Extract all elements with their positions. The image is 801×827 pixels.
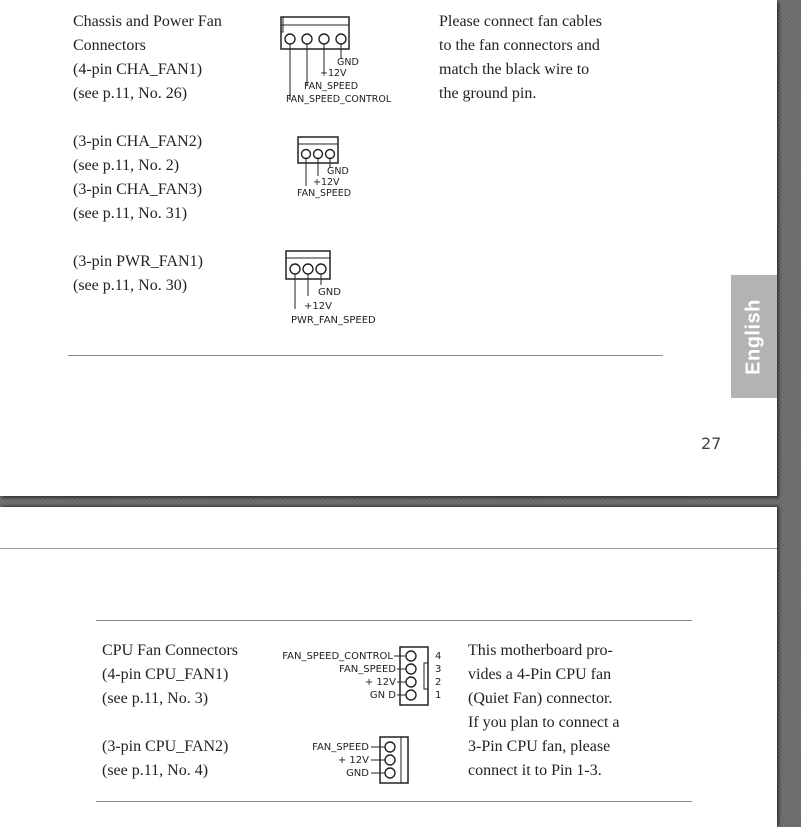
pin-label-12v: + 12V [337,755,369,766]
page-number: 27 [701,434,722,453]
text-line: (see p.11, No. 30) [73,277,188,294]
pwr-fan1-labels [73,250,203,298]
pin-number-3: 3 [435,664,442,675]
pin-number-4: 4 [435,651,442,662]
cpu-fan-description [468,639,620,783]
text-line: (see p.11, No. 3) [102,690,209,707]
language-tab-label: English [742,298,765,375]
text-line: 3-Pin CPU fan, please [468,738,611,755]
text-line: (3-pin CHA_FAN2) [73,133,203,150]
cha-fan1-connector-diagram [276,14,416,108]
text-line: (3-pin CHA_FAN3) [73,181,203,198]
pin-label-fan-speed-control: FAN_SPEED_CONTROL [286,94,392,105]
text-line: If you plan to connect a [468,714,620,731]
text-line: Connectors [73,37,146,54]
pin-label-gnd: GND [337,57,359,68]
section-top-rule [96,620,692,621]
pin-label-fan-speed-control: FAN_SPEED_CONTROL [282,651,393,662]
text-line: connect it to Pin 1-3. [468,762,602,779]
pin-label-fan-speed: FAN_SPEED [312,742,369,753]
text-line: the ground pin. [439,85,537,102]
pwr-fan1-connector-diagram [281,249,401,329]
pin-label-fan-speed: FAN_SPEED [339,664,396,675]
pin-label-fan-speed: FAN_SPEED [297,188,352,199]
section-bottom-rule [96,801,692,802]
cha-fan23-connector-diagram [293,134,383,200]
text-line: vides a 4-Pin CPU fan [468,666,612,683]
chassis-fan-title [73,10,222,106]
cpu-fan1-connector-diagram [272,645,452,711]
pin-label-12v: + 12V [364,677,396,688]
manual-page-next [0,507,777,827]
pin-label-gnd: GND [346,768,369,779]
pin-label-12v: +12V [304,301,332,312]
cpu-fan2-labels [102,735,228,783]
cpu-fan2-connector-diagram [300,735,420,787]
pin-label-gnd: GN D [369,690,396,701]
text-line: (see p.11, No. 26) [73,85,188,102]
pin-label-gnd: GND [318,287,341,298]
chassis-fan-description [439,10,602,106]
pin-number-1: 1 [435,690,442,701]
pin-label-12v: +12V [320,68,347,79]
pin-label-12v: +12V [313,177,340,188]
header-rule [0,548,777,549]
text-line: This motherboard pro- [468,642,613,659]
cpu-fan-title [102,639,238,711]
pin-number-2: 2 [435,677,442,688]
pin-label-pwr-fan-speed: PWR_FAN_SPEED [291,315,376,326]
text-line: (4-pin CHA_FAN1) [73,61,203,78]
cha-fan23-labels [73,130,202,226]
text-line: (see p.11, No. 2) [73,157,180,174]
text-line: (3-pin PWR_FAN1) [73,253,203,270]
text-line: (Quiet Fan) connector. [468,690,613,707]
section-divider [68,355,663,356]
text-line: CPU Fan Connectors [102,642,238,659]
text-line: to the fan connectors and [439,37,600,54]
text-line: (see p.11, No. 4) [102,762,209,779]
text-line: (4-pin CPU_FAN1) [102,666,229,683]
text-line: match the black wire to [439,61,590,78]
language-tab [731,275,777,398]
pin-label-fan-speed: FAN_SPEED [304,81,359,92]
text-line: Please connect fan cables [439,13,603,30]
text-line: (3-pin CPU_FAN2) [102,738,229,755]
text-line: (see p.11, No. 31) [73,205,188,222]
text-line: Chassis and Power Fan [73,13,222,30]
pin-label-gnd: GND [327,166,349,177]
